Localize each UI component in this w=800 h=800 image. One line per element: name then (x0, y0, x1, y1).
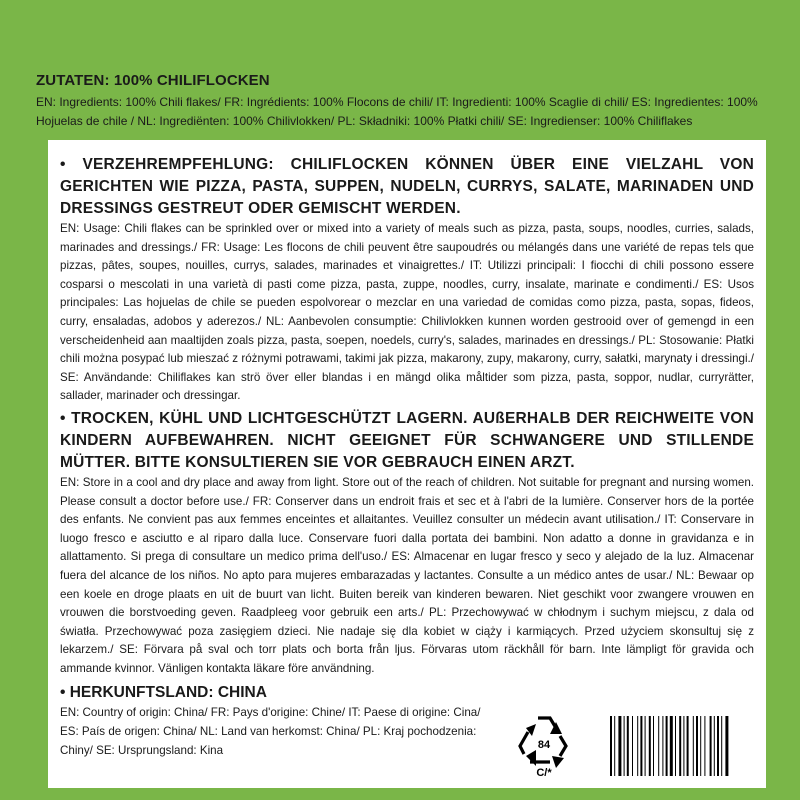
usage-heading: • VERZEHREMPFEHLUNG: CHILIFLOCKEN KÖNNEN ÜBER EINE VIELZAHL VON GERICHTEN WIE PIZZA, PASTA, SUPPEN, NUDELN, CURRYS, SALATE, MARINADEN UND DRESSINGS GESTREUT ODER GEMISCHT WERDEN. (60, 156, 754, 217)
usage-text: EN: Usage: Chili flakes can be sprinkled over or mixed into a variety of meals such as pizza, pasta, soups, noodles, curries, salads, marinades and dressings./ FR: Usage: Les flocons de chili peuvent être saupoudrés ou mélangés dans une variété de repas tels que pizzas, pâtes, soupes, nouilles, currys, salades, marinades et vinaigrettes./ IT: Utilizzi principali: I fiocchi di chili possono essere cosparsi o mescolati in una varietà di pasti come pizza, pasta, zuppe, noodles, curry, insalate, marinate e condimenti./ ES: Usos principales: Las hojuelas de chile se pueden espolvorear o mezclar en una variedad de comidas como pizza, pasta, sopas, fideos, curry, ensaladas, adobos y aderezos./ NL: Aanbevolen consumptie: Chilivlokken kunnen worden gestrooid over of gemengd in een verscheidenheid aan maaltijden zoals pizza, pasta, soepen, noedels, curry's, salades, marinades en dressings./ PL: Stosowanie: Płatki chili można posypać lub mieszać z różnymi potrawami, takimi jak pizza, makarony, zupy, makarony, curry, sałatki, marynaty i dressingi./ SE: Användande: Chiliflakes kan strö över eller blandas i en mängd olika måltider som pizza, pasta, soppor, nudlar, curryrätter, sallader, marinader och dressingar. (60, 222, 754, 403)
ingredients-translations: EN: Ingredients: 100% Chili flakes/ FR: Ingrédients: 100% Flocons de chili/ IT: Ingredienti: 100% Scaglie di chili/ ES: Ingredientes: 100% Hojuelas de chile / NL: Ingrediënten: 100% Chilivlokken/ PL: Składniki: 100% Płatki chili/ SE: Ingredienser: 100% Chiliflakes (36, 95, 758, 128)
info-panel (48, 140, 766, 788)
storage-text: EN: Store in a cool and dry place and away from light. Store out of the reach of children. Not suitable for pregnant and nursing women. Please consult a doctor before use./ FR: Conserver dans un endroit frais et sec et à l'abri de la lumière. Conserver hors de la portée des enfants. Ne convient pas aux femmes enceintes et allaitantes. Veuillez consulter un médecin avant utilisation./ IT: Conservare in luogo fresco e asciutto e al riparo dalla luce. Conservare fuori dalla portata dei bambini. Non adatto a donne in gravidanza e in allattamento. Si prega di consultare un medico prima dell'uso./ ES: Almacenar en lugar fresco y seco y alejado de la luz. Almacenar fuera del alcance de los niños. No apto para mujeres embarazadas y lactantes. Consulte a un médico antes de usar./ NL: Bewaar op een koele en droge plaats en uit de buurt van licht. Buiten bereik van kinderen bewaren. Niet geschikt voor zwangere vrouwen en vrouwen die borstvoeding geven. Raadpleeg voor gebruik een arts./ PL: Przechowywać w chłodnym i suchym miejscu, z dala od światła. Przechowywać poza zasięgiem dzieci. Nie nadaje się dla kobiet w ciąży i karmiących. Przed użyciem skonsultuj się z lekarzem./ SE: Förvara på sval och torr plats och borta från ljus. Förvaras utom räckhåll för barn. Inte lämpligt för gravida och ammande kvinnor. Vänligen kontakta läkare före användning. (60, 475, 754, 675)
recycling-triangle-icon (516, 710, 572, 778)
storage-section (60, 408, 754, 679)
storage-heading: • TROCKEN, KÜHL UND LICHTGESCHÜTZT LAGERN. AUßERHALB DER REICHWEITE VON KINDERN AUFBEWAHREN. NICHT GEEIGNET FÜR SCHWANGERE UND STILLENDE MÜTTER. BITTE KONSULTIEREN SIE VOR GEBRAUCH EINEN ARZT. (60, 409, 754, 471)
barcode-icon (610, 716, 760, 776)
recycle-material: C/* (536, 767, 552, 779)
recycle-code: 84 (537, 739, 551, 752)
ingredients-title: ZUTATEN: 100% CHILIFLOCKEN (36, 72, 270, 89)
usage-section (60, 154, 754, 406)
origin-heading: • HERKUNFTSLAND: CHINA (60, 684, 267, 702)
ingredients-block (36, 72, 776, 131)
origin-row (60, 704, 754, 794)
origin-text: EN: Country of origin: China/ FR: Pays d'origine: Chine/ IT: Paese di origine: Cina/ ES: País de origen: China/ NL: Land van herkomst: China/ PL: Kraj pochodzenia: Chiny/ SE: Ursprungsland: Kina (60, 706, 481, 757)
